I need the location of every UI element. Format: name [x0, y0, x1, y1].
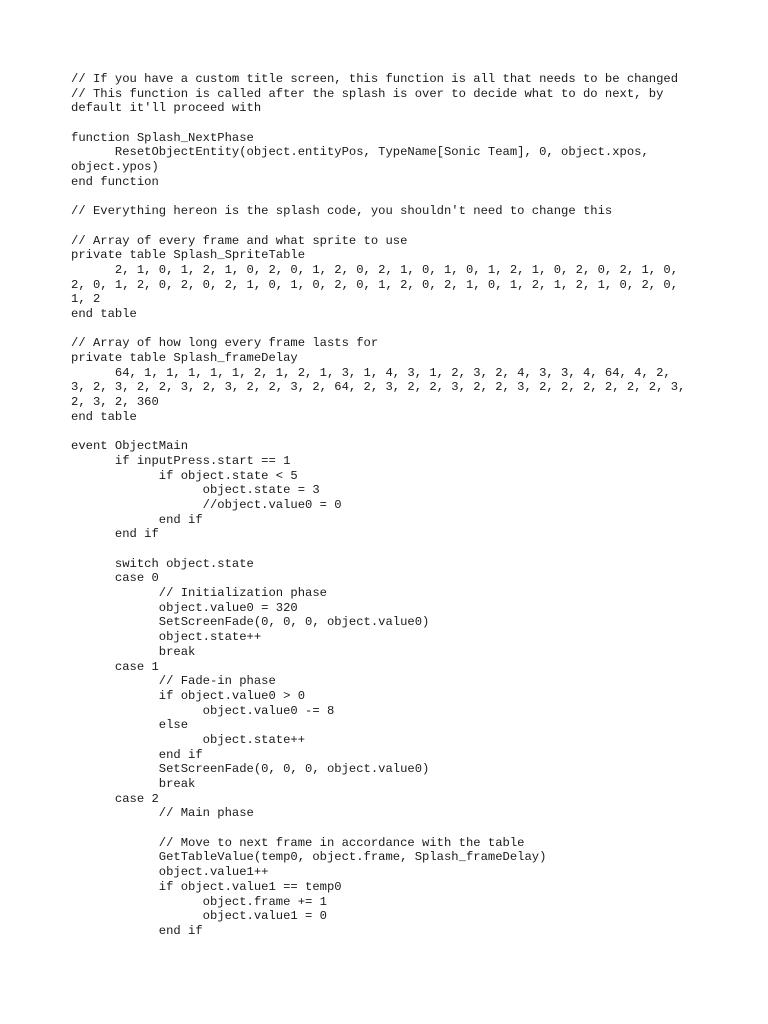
code-line: // Everything hereon is the splash code, you shouldn't need to change this: [71, 204, 613, 219]
code-line: object.value1 = 0: [71, 909, 327, 924]
code-line: [71, 219, 711, 234]
code-line: end if: [71, 747, 203, 762]
code-line: [71, 425, 711, 440]
code-line: object.state++: [71, 732, 306, 747]
code-line: case 2: [71, 791, 159, 806]
code-line: break: [71, 777, 196, 791]
code-line: end function: [71, 174, 159, 189]
code-line: if inputPress.start == 1: [71, 453, 291, 468]
code-line: object.frame += 1: [71, 894, 327, 909]
code-line: end if: [71, 512, 203, 527]
code-line: if object.value0 > 0: [71, 688, 306, 703]
code-line: case 1: [71, 659, 159, 674]
code-line: switch object.state: [71, 556, 254, 571]
code-line: // Fade-in phase: [71, 674, 276, 689]
code-line: GetTableValue(temp0, object.frame, Splash_frameDelay): [71, 850, 547, 865]
code-line: 1, 2: [71, 292, 101, 307]
code-line: // Move to next frame in accordance with the table: [71, 835, 525, 850]
code-line: object.state = 3: [71, 483, 320, 498]
code-line: // If you have a custom title screen, this function is all that needs to be changed: [71, 72, 679, 86]
code-line: [71, 322, 711, 337]
code-line: private table Splash_frameDelay: [71, 351, 298, 366]
code-line: object.value1++: [71, 865, 269, 880]
code-line: 2, 1, 0, 1, 2, 1, 0, 2, 0, 1, 2, 0, 2, 1, 0, 1, 0, 1, 2, 1, 0, 2, 0, 2, 1, 0,: [71, 262, 679, 277]
code-line: default it'll proceed with: [71, 101, 262, 116]
code-line: object.value0 = 320: [71, 600, 298, 615]
code-line: // Initialization phase: [71, 586, 327, 601]
code-line: [71, 116, 711, 131]
code-line: end table: [71, 409, 137, 424]
code-line: 2, 0, 1, 2, 0, 2, 0, 2, 1, 0, 1, 0, 2, 0, 1, 2, 0, 2, 1, 0, 1, 2, 1, 2, 1, 0, 2, 0,: [71, 277, 679, 292]
code-line: else: [71, 718, 189, 733]
code-line: if object.state < 5: [71, 468, 298, 483]
code-line: // Main phase: [71, 806, 254, 821]
code-line: 64, 1, 1, 1, 1, 1, 2, 1, 2, 1, 3, 1, 4, 3, 1, 2, 3, 2, 4, 3, 3, 4, 64, 4, 2,: [71, 365, 671, 380]
code-line: // Array of every frame and what sprite to use: [71, 233, 408, 248]
code-line: object.state++: [71, 630, 262, 645]
code-line: [71, 821, 711, 836]
code-line: [71, 190, 711, 205]
code-line: end if: [71, 527, 159, 542]
code-line: object.ypos): [71, 160, 159, 175]
code-listing: [71, 72, 711, 939]
code-line: ResetObjectEntity(object.entityPos, TypeName[Sonic Team], 0, object.xpos,: [71, 145, 649, 160]
code-line: end if: [71, 923, 203, 938]
code-line: function Splash_NextPhase: [71, 130, 254, 145]
code-line: private table Splash_SpriteTable: [71, 248, 306, 263]
code-line: break: [71, 644, 196, 659]
code-line: // Array of how long every frame lasts for: [71, 336, 379, 351]
code-line: 3, 2, 3, 2, 2, 3, 2, 3, 2, 2, 3, 2, 64, 2, 3, 2, 2, 3, 2, 2, 3, 2, 2, 2, 2, 2, 2, 3,: [71, 380, 686, 395]
code-line: [71, 542, 711, 557]
code-line: event ObjectMain: [71, 439, 189, 454]
code-line: case 0: [71, 571, 159, 586]
code-line: // This function is called after the splash is over to decide what to do next, by: [71, 86, 664, 101]
code-line: //object.value0 = 0: [71, 497, 342, 512]
code-line: SetScreenFade(0, 0, 0, object.value0): [71, 762, 430, 777]
code-line: object.value0 -= 8: [71, 703, 335, 718]
code-line: if object.value1 == temp0: [71, 879, 342, 894]
code-line: 2, 3, 2, 360: [71, 395, 159, 410]
code-line: end table: [71, 307, 137, 321]
code-line: SetScreenFade(0, 0, 0, object.value0): [71, 615, 430, 630]
